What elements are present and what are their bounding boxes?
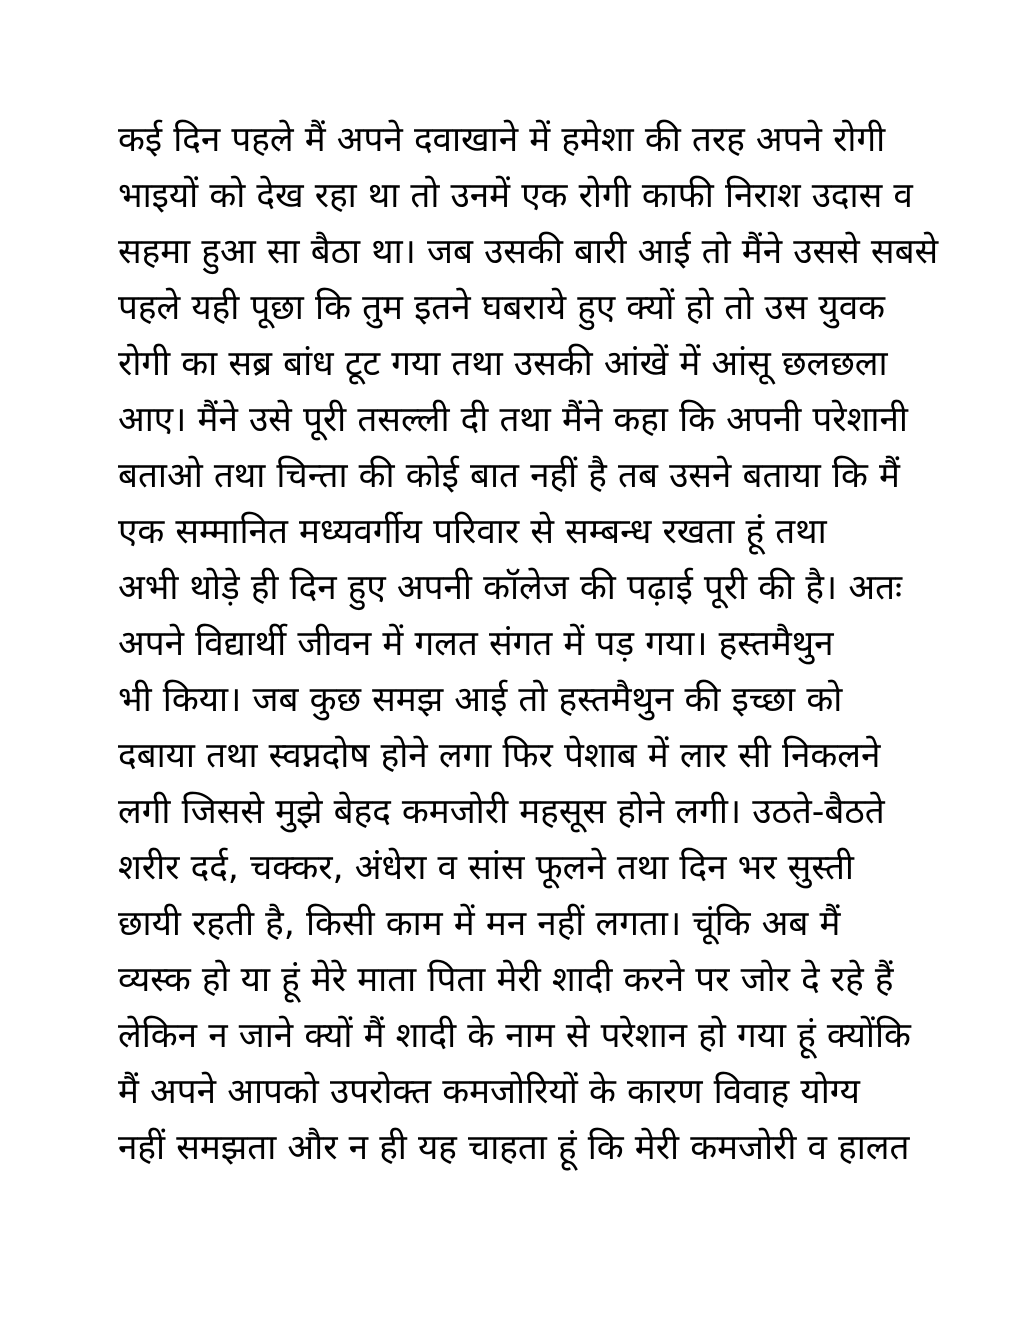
text-line: रोगी का सब्र बांध टूट गया तथा उसकी आंखें में आंसू छलछला <box>118 344 888 384</box>
text-line: भी किया। जब कुछ समझ आई तो हस्तमैथुन की इच्छा को <box>118 680 843 720</box>
text-line: मैं अपने आपको उपरोक्त कमजोरियों के कारण विवाह योग्य <box>118 1072 860 1112</box>
text-line: लगी जिससे मुझे बेहद कमजोरी महसूस होने लगी। उठते-बैठते <box>118 792 885 832</box>
text-line: दबाया तथा स्वप्नदोष होने लगा फिर पेशाब में लार सी निकलने <box>118 736 881 776</box>
text-line: नहीं समझता और न ही यह चाहता हूं कि मेरी कमजोरी व हालत <box>118 1128 910 1168</box>
text-line: शरीर दर्द, चक्कर, अंधेरा व सांस फूलने तथा दिन भर सुस्ती <box>118 848 854 888</box>
text-line: लेकिन न जाने क्यों मैं शादी के नाम से परेशान हो गया हूं क्योंकि <box>118 1016 911 1056</box>
text-line: छायी रहती है, किसी काम में मन नहीं लगता। चूंकि अब मैं <box>118 904 841 944</box>
text-line: व्यस्क हो या हूं मेरे माता पिता मेरी शादी करने पर जोर दे रहे हैं <box>118 960 894 1000</box>
text-line: बताओ तथा चिन्ता की कोई बात नहीं है तब उसने बताया कि मैं <box>118 456 900 496</box>
text-line: कई दिन पहले मैं अपने दवाखाने में हमेशा की तरह अपने रोगी <box>118 120 886 160</box>
text-line: अभी थोड़े ही दिन हुए अपनी कॉलेज की पढ़ाई पूरी की है। अतः <box>118 568 903 608</box>
paragraph <box>118 112 939 1176</box>
text-line: सहमा हुआ सा बैठा था। जब उसकी बारी आई तो मैंने उससे सबसे <box>118 232 939 272</box>
text-line: अपने विद्यार्थी जीवन में गलत संगत में पड़ गया। हस्तमैथुन <box>118 624 834 664</box>
text-line: आए। मैंने उसे पूरी तसल्ली दी तथा मैंने कहा कि अपनी परेशानी <box>118 400 908 440</box>
text-line: भाइयों को देख रहा था तो उनमें एक रोगी काफी निराश उदास व <box>118 176 913 216</box>
text-line: एक सम्मानित मध्यवर्गीय परिवार से सम्बन्ध रखता हूं तथा <box>118 512 827 552</box>
text-line: पहले यही पूछा कि तुम इतने घबराये हुए क्यों हो तो उस युवक <box>118 288 886 328</box>
